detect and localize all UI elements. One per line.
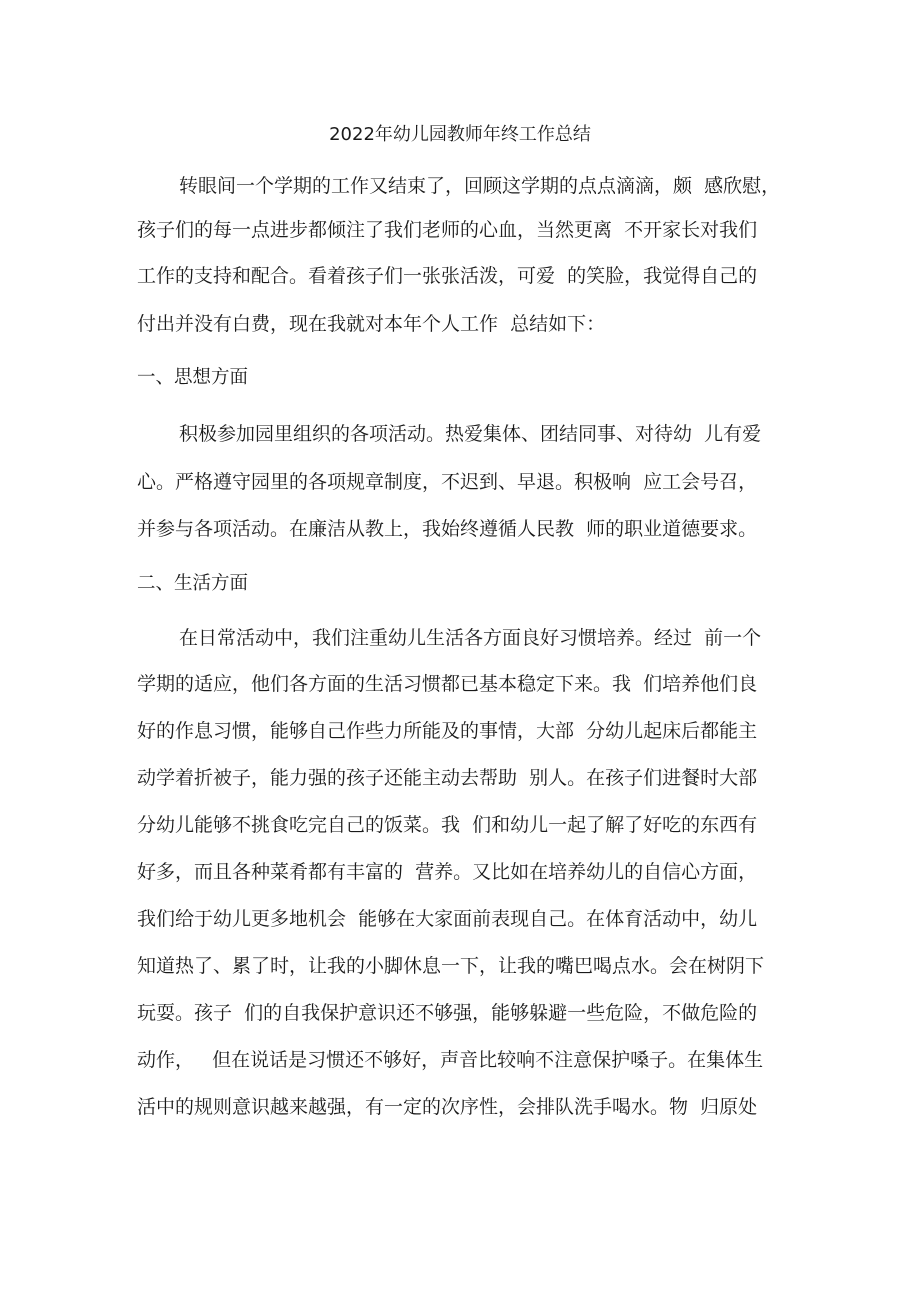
paragraph-line: 工作的支持和配合。看着孩子们一张张活泼，可爱 的笑脸，我觉得自己的 (137, 265, 758, 287)
paragraph-line: 学期的适应，他们各方面的生活习惯都已基本稳定下来。我 们培养他们良 (137, 673, 758, 695)
paragraph-line: 我们给于幼儿更多地机会 能够在大家面前表现自己。在体育活动中，幼儿 (137, 908, 758, 930)
paragraph-line: 积极参加园里组织的各项活动。热爱集体、团结同事、对待幼 儿有爱 (179, 423, 762, 445)
paragraph-line: 并参与各项活动。在廉洁从教上，我始终遵循人民教 师的职业道德要求。 (137, 518, 758, 540)
paragraph-line: 在日常活动中，我们注重幼儿生活各方面良好习惯培养。经过 前一个 (179, 627, 762, 649)
paragraph-line: 玩耍。孩子 们的自我保护意识还不够强，能够躲避一些危险，不做危险的 (137, 1002, 758, 1024)
paragraph-line: 活中的规则意识越来越强，有一定的次序性，会排队洗手喝水。物 归原处 (137, 1096, 758, 1118)
paragraph-line: 好的作息习惯，能够自己作些力所能及的事情，大部 分幼儿起床后都能主 (137, 720, 758, 742)
paragraph-line: 心。严格遵守园里的各项规章制度，不迟到、早退。积极响 应工会号召， (137, 471, 758, 493)
section-heading: 一、思想方面 (137, 367, 249, 388)
paragraph-line: 知道热了、累了时，让我的小脚休息一下，让我的嘴巴喝点水。会在树阴下 (137, 955, 765, 977)
paragraph-line: 孩子们的每一点进步都倾注了我们老师的心血，当然更离 不开家长对我们 (137, 219, 758, 241)
paragraph-line: 动作， 但在说话是习惯还不够好，声音比较响不注意保护嗓子。在集体生 (137, 1049, 764, 1071)
paragraph-line: 分幼儿能够不挑食吃完自己的饭菜。我 们和幼儿一起了解了好吃的东西有 (137, 814, 758, 836)
paragraph-line: 动学着折被子，能力强的孩子还能主动去帮助 别人。在孩子们进餐时大部 (137, 767, 758, 789)
paragraph-line: 转眼间一个学期的工作又结束了，回顾这学期的点点滴滴，颇 感欣慰， (179, 175, 781, 197)
section-heading: 二、生活方面 (137, 573, 249, 594)
paragraph-line: 好多，而且各种菜肴都有丰富的 营养。又比如在培养幼儿的自信心方面， (137, 861, 758, 883)
document-title: 2022年幼儿园教师年终工作总结 (329, 124, 591, 145)
paragraph-line: 付出并没有白费，现在我就对本年个人工作 总结如下： (137, 313, 606, 335)
